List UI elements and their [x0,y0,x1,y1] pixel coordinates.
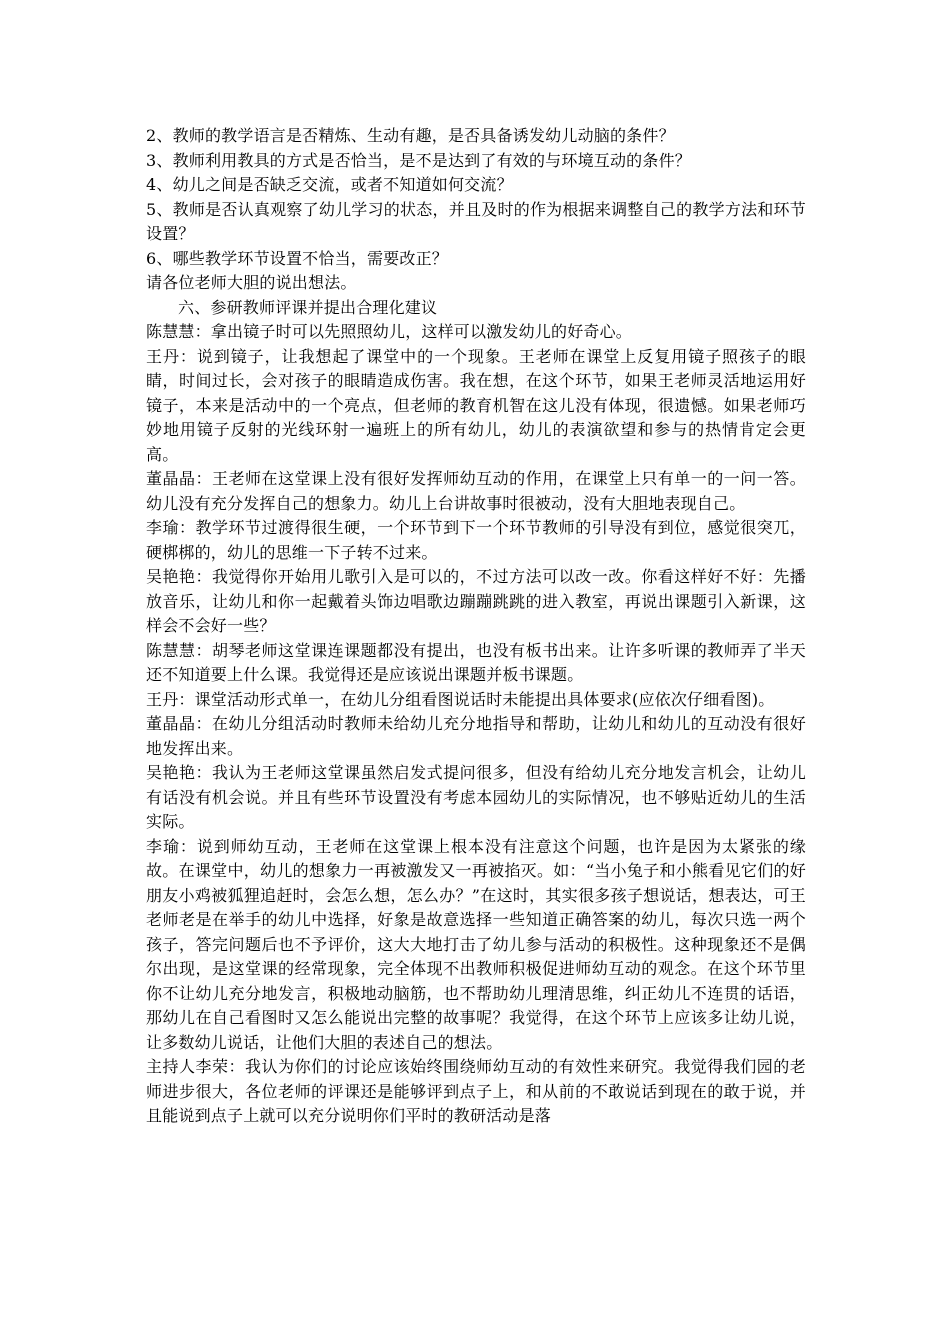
comment-dong-jingjing-1: 董晶晶：王老师在这堂课上没有很好发挥师幼互动的作用，在课堂上只有单一的一问一答。幼儿没有充分发挥自己的想象力。幼儿上台讲故事时很被动，没有大胆地表现自己。 [146,469,806,513]
comment-li-yu-2: 李瑜：说到师幼互动，王老师在这堂课上根本没有注意这个问题，也许是因为太紧张的缘故。在课堂中，幼儿的想象力一再被激发又一再被掐灭。如：“当小兔子和小熊看见它们的好朋友小鸡被狐狸追赶时，会怎么想，怎么办？”在这时，其实很多孩子想说话，想表达，可王老师老是在举手的幼儿中选择，好象是故意选择一些知道正确答案的幼儿，每次只选一两个孩子，答完问题后也不予评价，这大大地打击了幼儿参与活动的积极性。这种现象还不是偶尔出现，是这堂课的经常现象，完全体现不出教师积极促进师幼互动的观念。在这个环节里你不让幼儿充分地发言，积极地动脑筋，也不帮助幼儿理清思维，纠正幼儿不连贯的话语，那幼儿在自己看图时又怎么能说出完整的故事呢？我觉得，在这个环节上应该多让幼儿说，让多数幼儿说话，让他们大胆的表述自己的想法。 [146,836,806,1052]
section-heading: 六、参研教师评课并提出合理化建议 [178,297,438,317]
comment-dong-jingjing-2: 董晶晶：在幼儿分组活动时教师未给幼儿充分地指导和帮助，让幼儿和幼儿的互动没有很好地发挥出来。 [146,714,806,758]
comment-wu-yanyan-2: 吴艳艳：我认为王老师这堂课虽然启发式提问很多，但没有给幼儿充分地发言机会，让幼儿有话没有机会说。并且有些环节设置没有考虑本园幼儿的实际情况，也不够贴近幼儿的生活实际。 [146,763,806,831]
question-item-2: 2、教师的教学语言是否精炼、生动有趣，是否具备诱发幼儿动脑的条件？ [146,126,675,145]
question-item-3: 3、教师利用教具的方式是否恰当，是不是达到了有效的与环境互动的条件？ [146,150,691,170]
comment-li-yu-1: 李瑜：教学环节过渡得很生硬，一个环节到下一个环节教师的引导没有到位，感觉很突兀，硬梆梆的，幼儿的思维一下子转不过来。 [146,518,806,562]
comment-chen-huihui-1: 陈慧慧：拿出镜子时可以先照照幼儿，这样可以激发幼儿的好奇心。 [146,322,633,341]
invite-line: 请各位老师大胆的说出想法。 [146,273,357,292]
comment-wang-dan-1: 王丹：说到镜子，让我想起了课堂中的一个现象。王老师在课堂上反复用镜子照孩子的眼睛，时间过长，会对孩子的眼睛造成伤害。我在想，在这个环节，如果王老师灵活地运用好镜子，本来是活动中的一个亮点，但老师的教育机智在这儿没有体现，很遗憾。如果老师巧妙地用镜子反射的光线环射一遍班上的所有幼儿，幼儿的表演欲望和参与的热情肯定会更高。 [146,346,806,464]
comment-wu-yanyan-1: 吴艳艳：我觉得你开始用儿歌引入是可以的，不过方法可以改一改。你看这样好不好：先播放音乐，让幼儿和你一起戴着头饰边唱歌边蹦蹦跳跳的进入教室，再说出课题引入新课，这样会不会好一些？ [146,567,806,635]
question-item-4: 4、幼儿之间是否缺乏交流，或者不知道如何交流？ [146,175,513,194]
document-page [146,124,806,1129]
question-item-5: 5、教师是否认真观察了幼儿学习的状态，并且及时的作为根据来调整自己的教学方法和环节设置？ [146,199,806,243]
question-item-6: 6、哪些教学环节设置不恰当，需要改正？ [146,248,448,268]
comment-wang-dan-2: 王丹：课堂活动形式单一，在幼儿分组看图说话时未能提出具体要求(应依次仔细看图)。 [146,689,775,709]
comment-host-li-rong: 主持人李荣：我认为你们的讨论应该始终围绕师幼互动的有效性来研究。我觉得我们园的老师进步很大，各位老师的评课还是能够评到点子上，和从前的不敢说话到现在的敢于说，并且能说到点子上就可以充分说明你们平时的教研活动是落 [146,1057,806,1125]
comment-chen-huihui-2: 陈慧慧：胡琴老师这堂课连课题都没有提出，也没有板书出来。让许多听课的教师弄了半天还不知道要上什么课。我觉得还是应该说出课题并板书课题。 [146,640,806,684]
